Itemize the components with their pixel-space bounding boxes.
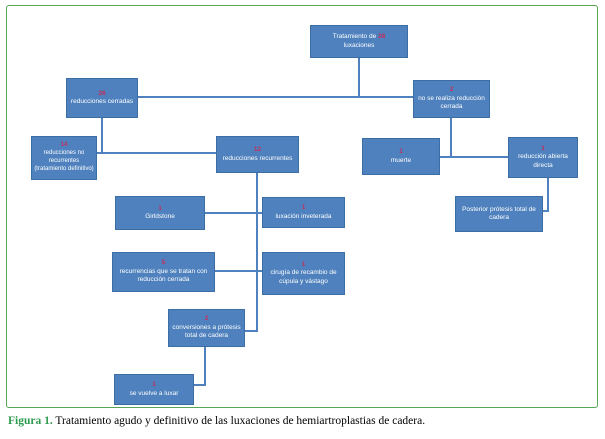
figure-caption [8,414,600,429]
figure-caption-label: Figura 1. [8,415,53,427]
node-count: 1 [152,381,156,389]
node-count: 1 [158,204,162,212]
node-label: muerte [390,156,412,164]
node-reducciones-no-recurrentes [31,136,97,180]
node-count: 1 [399,148,403,156]
connector-cerradas-down [101,118,103,153]
node-posterior-protesis-total [455,196,543,232]
node-count: 1 [541,144,545,152]
node-muerte [362,138,440,175]
node-tratamiento-luxaciones [310,25,408,58]
connector-norealiza-down [450,118,452,157]
connector-abierta-down [547,178,549,211]
node-cirugia-recambio [262,252,345,295]
node-reducciones-cerradas [66,78,138,118]
node-se-vuelve-a-luxar [114,374,194,405]
connector-root-down [358,58,360,97]
node-label: reducciones no recurrentes (tratamiento definitivo) [34,150,94,172]
connector-conversiones-elbow [245,330,258,332]
connector-level1-horizontal [138,96,413,98]
node-count: 28 [378,33,386,41]
node-count: 1 [301,204,306,212]
connector-recurrentes-trunk [256,173,258,332]
node-girdlestone [115,196,205,230]
node-no-se-realiza-reduccion [413,80,490,118]
connector-vuelve-elbow [194,384,206,386]
node-count: 2 [204,315,209,323]
node-reduccion-abierta-directa [508,137,578,178]
figure-caption-text: Tratamiento agudo y definitivo de las luxaciones de hemiartroplastias de cadera. [52,415,426,427]
node-label: Girldstone [145,213,175,220]
node-label: reducciones cerradas [70,98,134,105]
node-reducciones-recurrentes [216,136,299,173]
node-count: 26 [98,89,106,97]
connector-girdlestone-inveterada [205,212,262,214]
node-conversiones-protesis-total [168,309,245,347]
node-label: recurrencias que se tratan con reducción cerrada [119,267,208,284]
node-luxacion-inveterada [262,197,345,228]
node-text-pre: Tratamiento de [332,33,379,41]
connector-level2-right-horizontal [440,156,508,158]
node-label: reducción abierta directa [518,153,568,169]
node-label: luxación inveterada [275,212,332,220]
node-label: no se realiza reducción cerrada [418,94,485,111]
node-label: se vuelve a luxar [129,389,179,397]
node-text [333,33,386,41]
connector-conversiones-down [204,347,206,386]
node-count: 2 [449,86,454,94]
node-label: reducciones recurrentes [222,154,293,162]
node-recurrencias-reduccion-cerrada [112,252,215,292]
node-count: 14 [60,142,68,149]
node-text-post: luxaciones [343,41,375,49]
node-count: 12 [253,146,262,154]
node-label: conversiones a prótesis total de cadera [172,323,241,340]
connector-level2-left-horizontal [97,152,216,154]
connector-recurrencias-cirugia [215,270,262,272]
node-label: cirugía de recambio de cúpula y vástago [270,269,337,285]
node-count: 5 [161,259,166,267]
node-count: 1 [301,260,306,268]
node-label: Posterior prótesis total de cadera [462,205,536,221]
connector-posterior-elbow [543,210,549,212]
